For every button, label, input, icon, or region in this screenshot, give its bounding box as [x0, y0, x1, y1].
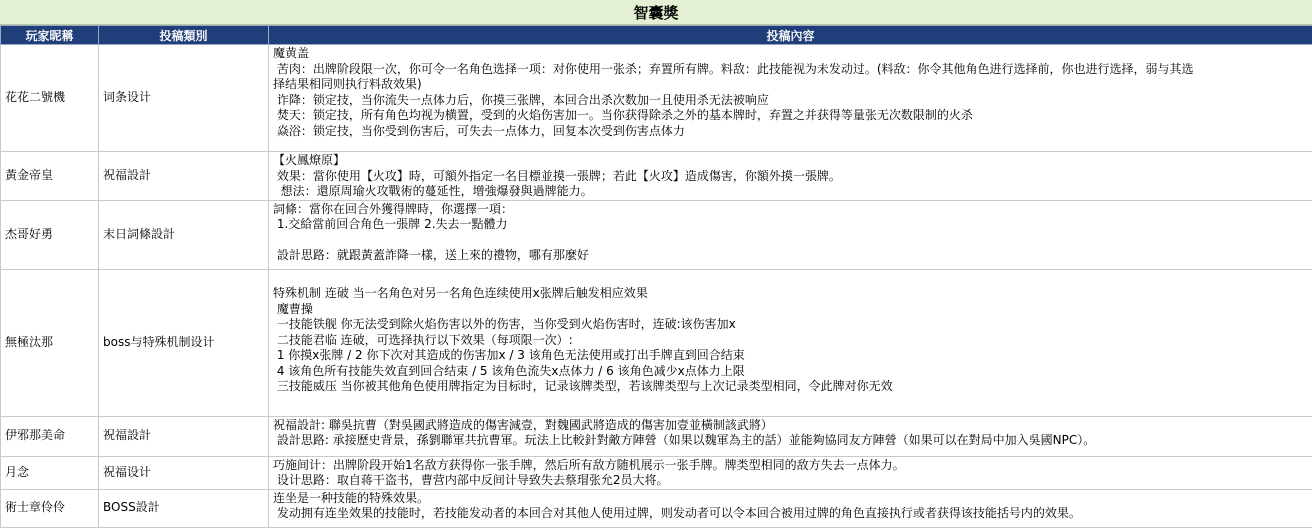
table-row: [1, 45, 1312, 152]
table-row: [1, 200, 1312, 269]
content-line: 效果：當你使用【火攻】時，可額外指定一名目標並摸一張牌；若此【火攻】造成傷害，你額外摸一張牌。: [273, 169, 1308, 185]
player-name-cell: 無極汰那: [1, 269, 99, 416]
content-line: 1.交給當前回合角色一張牌 2.失去一點體力: [273, 217, 1308, 233]
content-line: [273, 233, 1308, 249]
content-cell: [269, 269, 1312, 416]
content-line: 魔黄盖: [273, 46, 1308, 62]
content-line: 苦肉：出牌阶段限一次，你可令一名角色选择一项：对你使用一张杀；弃置所有牌。料敌：此技能视为未发动过。(料敌：你令其他角色进行选择前，你也进行选择，弱与其选: [273, 62, 1308, 78]
content-cell: [269, 416, 1312, 456]
content-cell: [269, 200, 1312, 269]
content-cell: [269, 152, 1312, 201]
category-cell: 祝福设计: [99, 456, 269, 489]
table-row: [1, 416, 1312, 456]
content-line: 4 该角色所有技能失效直到回合结束 / 5 该角色流失x点体力 / 6 该角色减少x点体力上限: [273, 364, 1308, 380]
content-line: 一技能铁舰 你无法受到除火焰伤害以外的伤害，当你受到火焰伤害时，连破:该伤害加x: [273, 317, 1308, 333]
content-line: 魔曹操: [273, 302, 1308, 318]
content-line: 诈降：锁定技，当你流失一点体力后，你摸三张牌，本回合出杀次数加一且使用杀无法被响应: [273, 93, 1308, 109]
content-line: 发动拥有连坐效果的技能时，若技能发动者的本回合对其他人使用过牌，则发动者可以令本回合被用过牌的角色直接执行或者获得该技能括号内的效果。: [273, 506, 1308, 522]
content-cell: [269, 45, 1312, 152]
player-name-cell: 花花二號機: [1, 45, 99, 152]
category-cell: BOSS設計: [99, 489, 269, 527]
content-cell: [269, 456, 1312, 489]
content-line: 詞條：當你在回合外獲得牌時，你選擇一項：: [273, 202, 1308, 218]
content-line: 1 你摸x张牌 / 2 你下次对其造成的伤害加x / 3 该角色无法使用或打出手牌直到回合结束: [273, 348, 1308, 364]
content-line: 设计思路：取自蒋干盗书，曹营内部中反间计导致失去蔡瑁张允2员大将。: [273, 473, 1308, 489]
table-row: [1, 489, 1312, 527]
category-cell: 祝福設計: [99, 152, 269, 201]
content-line: 连坐是一种技能的特殊效果。: [273, 491, 1308, 507]
content-cell: [269, 489, 1312, 527]
category-cell: 祝福設計: [99, 416, 269, 456]
content-line: 設計思路: 承接歷史背景，孫劉聯軍共抗曹軍。玩法上比較針對敵方陣營（如果以魏軍為主的話）並能夠協同友方陣營（如果可以在對局中加入吳國NPC）。: [273, 433, 1308, 449]
page-title: 智囊獎: [0, 0, 1312, 25]
content-line: 焚天：锁定技，所有角色均视为横置，受到的火焰伤害加一。当你获得除杀之外的基本牌时，弃置之并获得等量张无次数限制的火杀: [273, 108, 1308, 124]
header-player: 玩家昵稱: [1, 26, 99, 45]
content-line: 想法：還原周瑜火攻戰術的蔓延性，增強爆發與過牌能力。: [273, 184, 1308, 200]
content-line: 祝福設計: 聯吳抗曹（對吳國武將造成的傷害減壹，對魏國武將造成的傷害加壹並橫制該武將）: [273, 418, 1308, 434]
table-row: [1, 269, 1312, 416]
content-line: 二技能君临 连破，可选择执行以下效果（每项限一次）:: [273, 333, 1308, 349]
table-row: [1, 456, 1312, 489]
submissions-table: [0, 25, 1312, 528]
category-cell: 词条设计: [99, 45, 269, 152]
content-line: 【火鳳燎原】: [273, 153, 1308, 169]
content-line: 三技能威压 当你被其他角色使用牌指定为目标时，记录该牌类型，若该牌类型与上次记录类型相同，令此牌对你无效: [273, 379, 1308, 395]
player-name-cell: 杰哥好勇: [1, 200, 99, 269]
content-line: 焱浴：锁定技，当你受到伤害后，可失去一点体力，回复本次受到伤害点体力: [273, 124, 1308, 140]
player-name-cell: 術士章伶伶: [1, 489, 99, 527]
table-row: [1, 152, 1312, 201]
content-line: [273, 271, 1308, 287]
content-line: 择结果相同则执行料敌效果): [273, 77, 1308, 93]
header-category: 投稿類別: [99, 26, 269, 45]
content-line: 巧施间计：出牌阶段开始1名敌方获得你一张手牌，然后所有敌方随机展示一张手牌。牌类型相同的敌方失去一点体力。: [273, 458, 1308, 474]
table-header-row: [1, 26, 1312, 45]
header-content: 投稿內容: [269, 26, 1312, 45]
player-name-cell: 月念: [1, 456, 99, 489]
content-line: 特殊机制 连破 当一名角色对另一名角色连续使用x张牌后触发相应效果: [273, 286, 1308, 302]
content-line: 設計思路：就跟黃蓋詐降一樣，送上來的禮物，哪有那麼好: [273, 248, 1308, 264]
player-name-cell: 伊邪那美命: [1, 416, 99, 456]
category-cell: 末日詞條設計: [99, 200, 269, 269]
player-name-cell: 黃金帝皇: [1, 152, 99, 201]
category-cell: boss与特殊机制设计: [99, 269, 269, 416]
